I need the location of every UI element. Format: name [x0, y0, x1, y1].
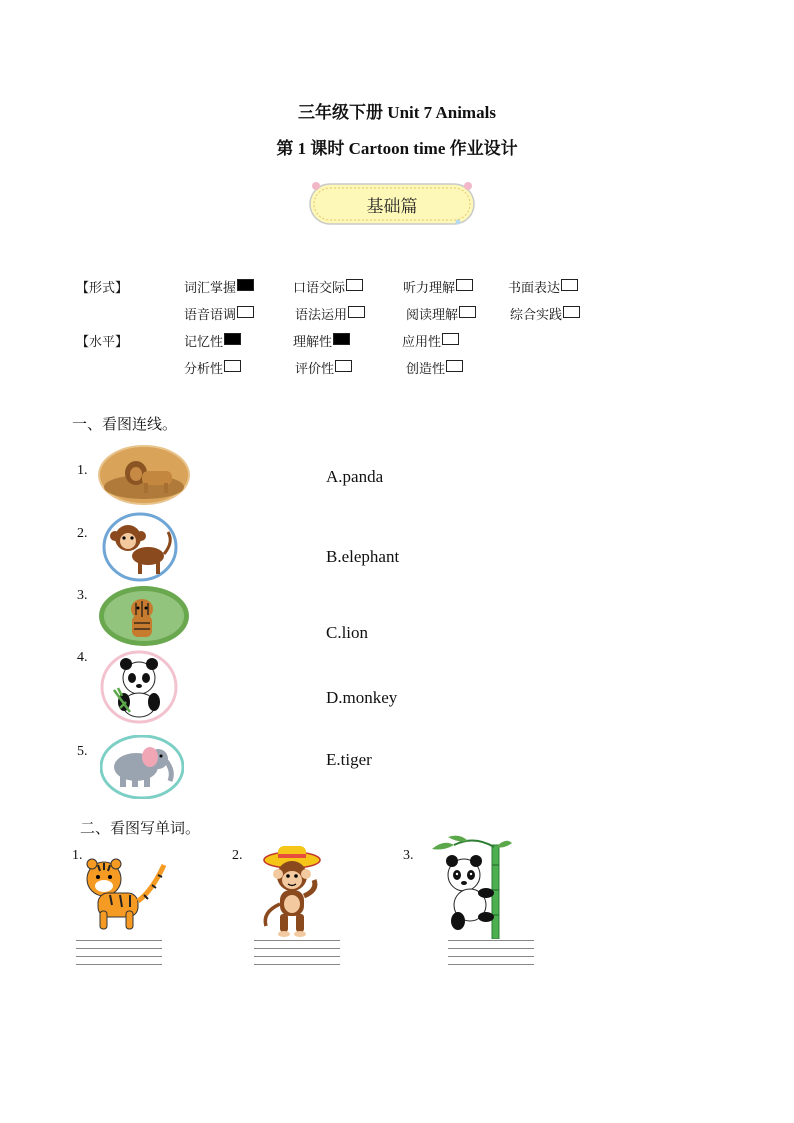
- checkbox: [348, 306, 365, 318]
- checkbox: [442, 333, 459, 345]
- monkey-hat-picture: [258, 842, 328, 938]
- writing-line[interactable]: [254, 956, 340, 957]
- elephant-picture: [100, 735, 184, 799]
- item-number: 3.: [77, 588, 88, 603]
- writing-line[interactable]: [448, 940, 534, 941]
- checkbox: [224, 360, 241, 372]
- badge-label: 基础篇: [366, 197, 418, 217]
- checkbox: [456, 279, 473, 291]
- checkbox: [346, 279, 363, 291]
- lesson-subtitle: 第 1 课时 Cartoon time 作业设计: [276, 139, 518, 158]
- level-item: 分析性: [184, 358, 241, 377]
- page-title: 三年级下册 Unit 7 Animals: [298, 103, 496, 122]
- level-label: 【水平】: [76, 335, 129, 350]
- item-number: 5.: [77, 744, 88, 759]
- form-label: 【形式】: [76, 281, 129, 296]
- item-number: 4.: [77, 650, 88, 665]
- form-item: 阅读理解: [406, 304, 476, 323]
- item-number: 3.: [403, 848, 414, 863]
- level-item: 应用性: [402, 331, 459, 350]
- item-number: 1.: [77, 463, 88, 478]
- tiger-cartoon-picture: [82, 855, 172, 935]
- checkbox: [333, 333, 350, 345]
- writing-line[interactable]: [254, 948, 340, 949]
- lion-picture: [98, 445, 190, 505]
- checkbox: [224, 333, 241, 345]
- level-item: 创造性: [406, 358, 463, 377]
- option-b: B.elephant: [326, 547, 400, 566]
- writing-line[interactable]: [448, 956, 534, 957]
- level-item: 理解性: [293, 331, 350, 350]
- form-item: 听力理解: [403, 277, 473, 296]
- form-item: 语法运用: [295, 304, 365, 323]
- form-item: 综合实践: [510, 304, 580, 323]
- tiger-picture: [98, 585, 190, 647]
- option-a: A.panda: [326, 467, 384, 486]
- option-c: C.lion: [326, 623, 369, 642]
- panda-picture: [100, 650, 178, 724]
- form-item: 口语交际: [293, 277, 363, 296]
- writing-line[interactable]: [76, 948, 162, 949]
- writing-line[interactable]: [448, 948, 534, 949]
- option-e: E.tiger: [326, 750, 372, 769]
- writing-line[interactable]: [254, 940, 340, 941]
- writing-line[interactable]: [76, 940, 162, 941]
- writing-line[interactable]: [448, 964, 534, 965]
- option-d: D.monkey: [326, 688, 398, 707]
- section1-title: 一、看图连线。: [72, 415, 178, 433]
- item-number: 2.: [77, 526, 88, 541]
- checkbox: [446, 360, 463, 372]
- checkbox: [459, 306, 476, 318]
- level-item: 记忆性: [184, 331, 241, 350]
- checkbox: [563, 306, 580, 318]
- form-item: 书面表达: [508, 277, 578, 296]
- checkbox: [237, 279, 254, 291]
- item-number: 2.: [232, 848, 243, 863]
- monkey-picture: [102, 512, 178, 582]
- form-item: 语音语调: [184, 304, 254, 323]
- panda-bamboo-picture: [424, 835, 514, 939]
- checkbox: [561, 279, 578, 291]
- level-item: 评价性: [295, 358, 352, 377]
- writing-line[interactable]: [76, 964, 162, 965]
- writing-line[interactable]: [254, 964, 340, 965]
- writing-line[interactable]: [76, 956, 162, 957]
- checkbox: [237, 306, 254, 318]
- section2-title: 二、看图写单词。: [80, 819, 201, 837]
- item-number: 1.: [72, 848, 83, 863]
- checkbox: [335, 360, 352, 372]
- form-item: 词汇掌握: [184, 277, 254, 296]
